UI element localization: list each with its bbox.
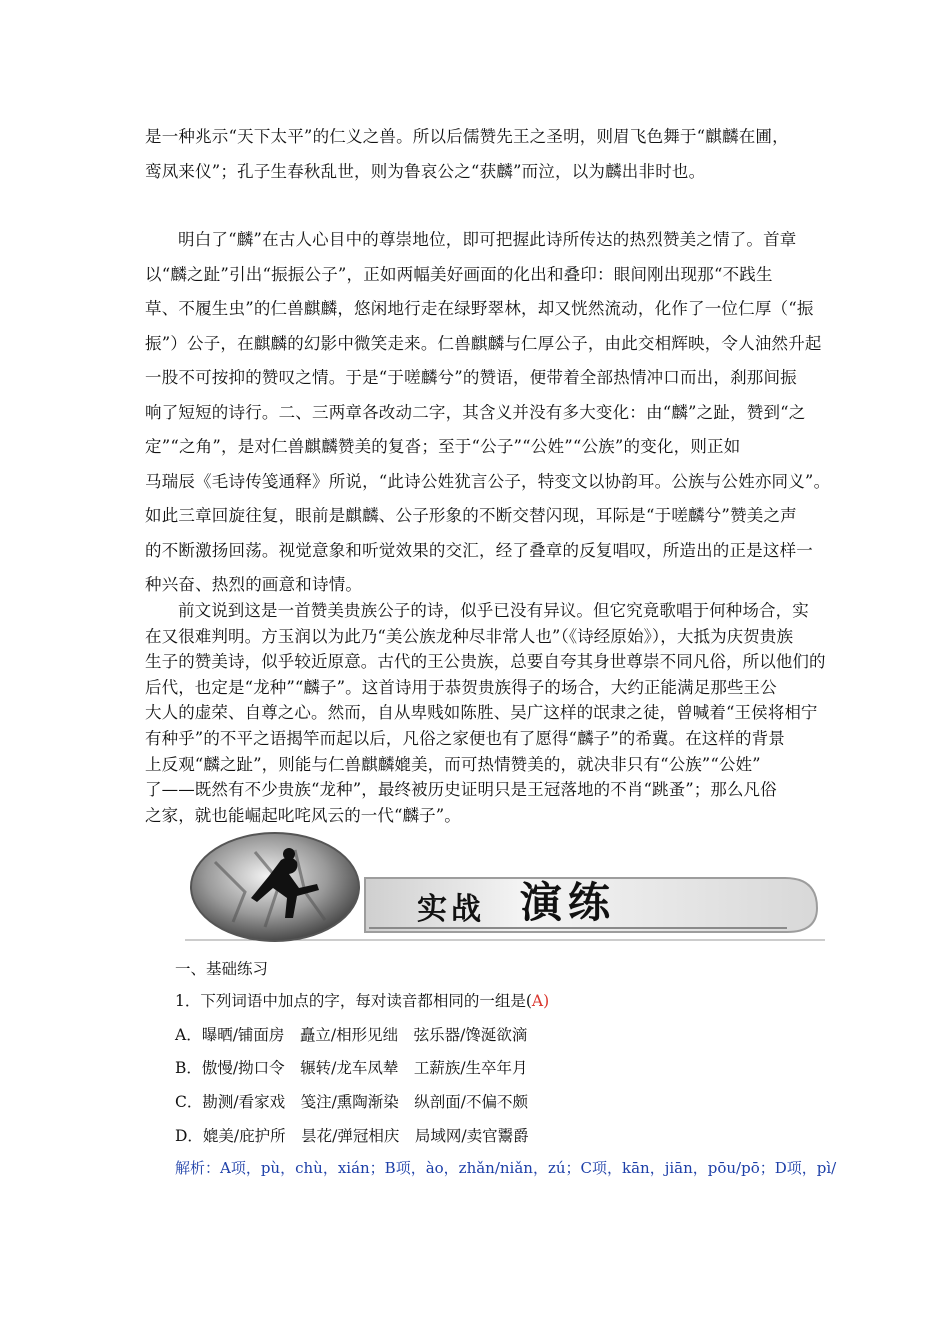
banner-title-plain: 实战: [417, 892, 485, 927]
text-line: 一股不可按抑的赞叹之情。于是“于嗟麟兮”的赞语，便带着全部热情冲口而出，刹那间振: [145, 368, 797, 387]
analysis-text: 解析：A项，pù，chù，xián；B项，ào，zhǎn/niǎn，zú；C项，kān，jiān，pōu/pō；D项，pì/: [175, 1159, 837, 1177]
paragraph-occasion: [145, 598, 826, 828]
text-line: 在又很难判明。方玉润以为此乃“美公族龙种尽非常人也”（《诗经原始》），大抵为庆贺贵族: [145, 626, 794, 646]
question-stem: [175, 989, 549, 1011]
text-line: 响了短短的诗行。二、三两章各改动二字，其含义并没有多大变化：由“麟”之趾，赞到“之: [145, 402, 806, 422]
text-line: 之家，就也能崛起叱咤风云的一代“麟子”。: [145, 805, 461, 825]
text-line: 明白了“麟”在古人心目中的尊崇地位，即可把握此诗所传达的热烈赞美之情了。首章: [178, 230, 797, 249]
text-line: 定”“之角”，是对仁兽麒麟赞美的复沓；至于“公子”“公姓”“公族”的变化，则正如: [145, 437, 741, 456]
text-line: 振”）公子，在麒麟的幻影中微笑走来。仁兽麒麟与仁厚公子，由此交相辉映，令人油然升起: [145, 333, 822, 353]
text-line: 种兴奋、热烈的画意和诗情。: [145, 575, 363, 594]
paragraph-praise: [145, 223, 831, 603]
text-line: 以“麟之趾”引出“振振公子”，正如两幅美好画面的化出和叠印：眼间刚出现那“不践生: [145, 264, 773, 284]
text-line: 后代，也定是“龙种”“麟子”。这首诗用于恭贺贵族得子的场合，大约正能满足那些王公: [145, 677, 777, 697]
option-b: B．傲慢/拗口令 辗转/龙车凤辇 工薪族/生卒年月: [175, 1059, 528, 1077]
text-line: 上反观“麟之趾”，则能与仁兽麒麟媲美，而可热情赞美的，就决非只有“公族”“公姓”: [145, 754, 761, 774]
text-line: 草、不履生虫”的仁兽麒麟，悠闲地行走在绿野翠林，却又恍然流动，化作了一位仁厚（“振: [145, 299, 814, 318]
paragraph-continuation: [145, 120, 810, 189]
option-c: C．勘测/看家戏 笺注/熏陶渐染 纵剖面/不偏不颇: [175, 1093, 529, 1111]
text-line: 马瑞辰《毛诗传笺通释》所说，“此诗公姓犹言公子，特变文以协韵耳。公族与公姓亦同义”。: [145, 471, 831, 491]
text-line: 是一种兆示“天下太平”的仁义之兽。所以后儒赞先王之圣明，则眉飞色舞于“麒麟在圃，: [145, 127, 789, 146]
text-line: 鸾凤来仪”；孔子生春秋乱世，则为鲁哀公之“获麟”而泣，以为麟出非时也。: [145, 161, 706, 181]
section-title: 一、基础练习: [175, 960, 269, 978]
text-line: 如此三章回旋往复，眼前是麒麟、公子形象的不断交替闪现，耳际是“于嗟麟兮”赞美之声: [145, 506, 797, 525]
text-line: 有种乎”的不平之语揭竿而起以后，凡俗之家便也有了愿得“麟子”的希冀。在这样的背景: [145, 728, 785, 748]
banner-graphic: [185, 832, 825, 942]
text-line: 了——既然有不少贵族“龙种”，最终被历史证明只是王冠落地的不肖“跳蚤”；那么凡俗: [145, 780, 777, 800]
question-text: 1．下列词语中加点的字，每对读音都相同的一组是(: [175, 992, 532, 1010]
option-d: D．媲美/庇护所 昙花/弹冠相庆 局域网/卖官鬻爵: [175, 1127, 529, 1145]
answer-letter: A: [531, 992, 544, 1010]
banner-title-bold: 演练: [520, 878, 617, 927]
text-line: 生子的赞美诗，似乎较近原意。古代的王公贵族，总要自夸其身世尊崇不同凡俗，所以他们的: [145, 652, 826, 672]
answer-close: ): [543, 992, 550, 1010]
practice-banner: [185, 832, 825, 942]
option-a: A．曝晒/铺面房 矗立/相形见绌 弦乐器/馋涎欲滴: [175, 1026, 528, 1044]
text-line: 前文说到这是一首赞美贵族公子的诗，似乎已没有异议。但它究竟歌唱于何种场合，实: [178, 601, 809, 620]
text-line: 的不断激扬回荡。视觉意象和听觉效果的交汇，经了叠章的反复唱叹，所造出的正是这样一: [145, 540, 813, 560]
text-line: 大人的虚荣、自尊之心。然而，自从卑贱如陈胜、吴广这样的氓隶之徒，曾喊着“王侯将相宁: [145, 703, 818, 723]
